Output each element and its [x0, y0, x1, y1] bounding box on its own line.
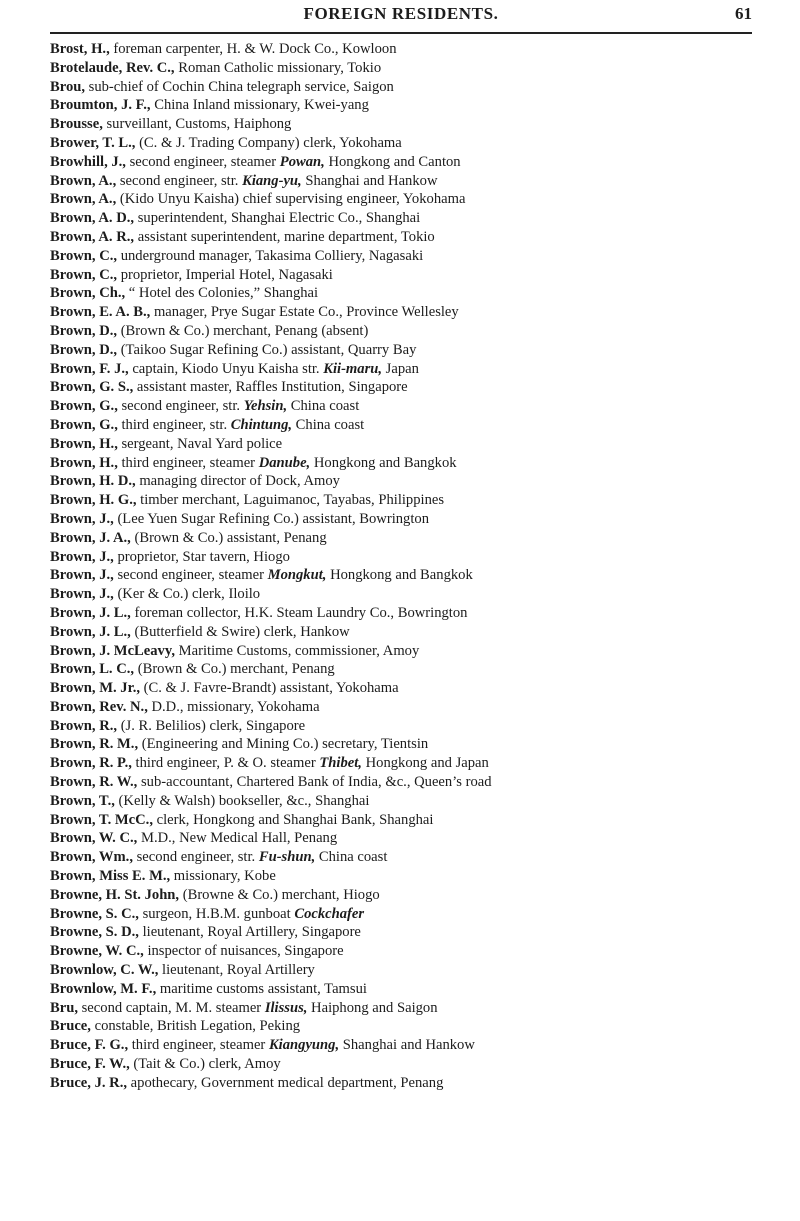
resident-details: superintendent, Shanghai Electric Co., Shanghai	[134, 210, 421, 227]
page-number: 61	[735, 4, 752, 23]
resident-location: China coast	[287, 398, 360, 415]
resident-details: surveillant, Customs, Haiphong	[102, 116, 292, 133]
resident-entry	[50, 773, 756, 792]
resident-entry	[50, 435, 756, 454]
resident-details: third engineer, steamer	[117, 454, 259, 471]
resident-entry	[50, 59, 756, 78]
resident-entry	[50, 454, 756, 473]
header-rule	[50, 32, 752, 34]
resident-name: Brown, A.,	[50, 191, 117, 208]
resident-name: Browhill, J.,	[50, 153, 126, 170]
resident-name: Brown, F. J.,	[50, 360, 129, 377]
resident-entry	[50, 491, 756, 510]
resident-entry	[50, 1036, 756, 1055]
resident-entry	[50, 378, 756, 397]
resident-details: China Inland missionary, Kwei-yang	[150, 97, 369, 114]
resident-location: Hongkong and Bangkok	[310, 454, 457, 471]
resident-name: Brown, Miss E. M.,	[50, 868, 171, 885]
resident-entry	[50, 284, 756, 303]
resident-details: (Engineering and Mining Co.) secretary, Tientsin	[138, 736, 429, 753]
resident-name: Brown, H. G.,	[50, 492, 137, 509]
resident-name: Brown, L. C.,	[50, 661, 135, 678]
vessel-name: Danube,	[258, 454, 311, 471]
resident-name: Brou,	[50, 78, 86, 95]
resident-details: second engineer, steamer	[125, 153, 280, 170]
resident-name: Brown, H.,	[50, 454, 118, 471]
vessel-name: Yehsin,	[243, 398, 288, 415]
resident-name: Brown, D.,	[50, 322, 118, 339]
resident-name: Browne, S. C.,	[50, 905, 139, 922]
resident-details: manager, Prye Sugar Estate Co., Province Wellesley	[150, 304, 459, 321]
resident-location: Shanghai and Hankow	[301, 172, 438, 189]
resident-entry	[50, 942, 756, 961]
resident-entry	[50, 341, 756, 360]
resident-entry	[50, 247, 756, 266]
resident-entry	[50, 923, 756, 942]
resident-name: Brown, D.,	[50, 341, 118, 358]
resident-details: third engineer, str.	[117, 416, 231, 433]
resident-name: Browne, H. St. John,	[50, 886, 180, 903]
resident-name: Brown, R.,	[50, 717, 118, 734]
resident-entry	[50, 623, 756, 642]
resident-details: (C. & J. Trading Company) clerk, Yokohama	[135, 134, 402, 151]
resident-name: Brown, C.,	[50, 247, 118, 264]
resident-details: second engineer, steamer	[113, 567, 268, 584]
resident-entry	[50, 190, 756, 209]
resident-details: (Browne & Co.) merchant, Hiogo	[179, 886, 380, 903]
resident-entry	[50, 754, 756, 773]
resident-details: inspector of nuisances, Singapore	[143, 943, 344, 960]
resident-entry	[50, 1017, 756, 1036]
resident-name: Brown, J. A.,	[50, 529, 131, 546]
resident-name: Brown, A.,	[50, 172, 117, 189]
resident-details: sergeant, Naval Yard police	[117, 435, 283, 452]
page-title: FOREIGN RESIDENTS.	[303, 4, 499, 23]
vessel-name: Kiangyung,	[268, 1037, 340, 1054]
resident-entry	[50, 78, 756, 97]
resident-details: (J. R. Belilios) clerk, Singapore	[117, 717, 306, 734]
resident-entry	[50, 134, 756, 153]
resident-name: Brown, J.,	[50, 548, 114, 565]
resident-details: timber merchant, Laguimanoc, Tayabas, Philippines	[136, 492, 445, 509]
resident-name: Bruce, F. W.,	[50, 1056, 130, 1073]
resident-details: (C. & J. Favre-Brandt) assistant, Yokohama	[140, 680, 399, 697]
resident-location: Shanghai and Hankow	[339, 1037, 475, 1054]
resident-details: third engineer, steamer	[128, 1037, 269, 1054]
resident-name: Brown, A. R.,	[50, 228, 135, 245]
resident-name: Brown, T.,	[50, 792, 115, 809]
resident-details: proprietor, Imperial Hotel, Nagasaki	[117, 266, 333, 283]
resident-entry	[50, 529, 756, 548]
resident-name: Bruce, F. G.,	[50, 1037, 129, 1054]
resident-name: Brown, J.,	[50, 567, 114, 584]
resident-entry	[50, 642, 756, 661]
resident-details: M.D., New Medical Hall, Penang	[137, 830, 338, 847]
vessel-name: Kiang-yu,	[242, 172, 302, 189]
resident-name: Brown, Rev. N.,	[50, 698, 148, 715]
resident-name: Brown, R. W.,	[50, 774, 138, 791]
resident-details: (Taikoo Sugar Refining Co.) assistant, Quarry Bay	[117, 341, 417, 358]
resident-name: Brown, E. A. B.,	[50, 304, 151, 321]
resident-entry	[50, 961, 756, 980]
resident-details: second engineer, str.	[132, 849, 259, 866]
resident-details: constable, British Legation, Peking	[90, 1018, 301, 1035]
resident-entry	[50, 811, 756, 830]
resident-location: Haiphong and Saigon	[307, 999, 438, 1016]
resident-entry	[50, 980, 756, 999]
resident-name: Brown, Wm.,	[50, 849, 133, 866]
resident-entry	[50, 735, 756, 754]
resident-entry	[50, 40, 756, 59]
resident-details: (Kelly & Walsh) bookseller, &c., Shanghai	[114, 792, 370, 809]
resident-name: Brown, J. McLeavy,	[50, 642, 175, 659]
resident-list	[50, 40, 756, 1093]
resident-details: (Lee Yuen Sugar Refining Co.) assistant, Bowrington	[113, 510, 430, 527]
resident-name: Bruce,	[50, 1018, 91, 1035]
resident-name: Brown, R. P.,	[50, 755, 132, 772]
vessel-name: Fu-shun,	[258, 849, 316, 866]
resident-name: Brownlow, M. F.,	[50, 980, 157, 997]
resident-entry	[50, 548, 756, 567]
resident-entry	[50, 604, 756, 623]
resident-details: (Ker & Co.) clerk, Iloilo	[113, 586, 261, 603]
resident-details: second captain, M. M. steamer	[77, 999, 265, 1016]
resident-entry	[50, 905, 756, 924]
resident-entry	[50, 867, 756, 886]
resident-entry	[50, 1055, 756, 1074]
resident-name: Browne, W. C.,	[50, 943, 144, 960]
resident-entry	[50, 360, 756, 379]
resident-details: maritime customs assistant, Tamsui	[156, 980, 367, 997]
resident-entry	[50, 848, 756, 867]
resident-details: lieutenant, Royal Artillery, Singapore	[138, 924, 361, 941]
resident-name: Brown, R. M.,	[50, 736, 139, 753]
vessel-name: Thibet,	[319, 755, 362, 772]
resident-details: clerk, Hongkong and Shanghai Bank, Shanghai	[152, 811, 434, 828]
resident-name: Bru,	[50, 999, 78, 1016]
resident-name: Brown, G. S.,	[50, 379, 134, 396]
resident-location: China coast	[292, 416, 365, 433]
resident-entry	[50, 999, 756, 1018]
resident-details: lieutenant, Royal Artillery	[158, 962, 315, 979]
resident-name: Brown, W. C.,	[50, 830, 138, 847]
resident-details: Roman Catholic missionary, Tokio	[174, 59, 382, 76]
resident-entry	[50, 585, 756, 604]
resident-details: assistant master, Raffles Institution, Singapore	[133, 379, 408, 396]
resident-entry	[50, 660, 756, 679]
resident-details: managing director of Dock, Amoy	[135, 473, 340, 490]
resident-entry	[50, 416, 756, 435]
resident-details: (Brown & Co.) assistant, Penang	[130, 529, 327, 546]
resident-details: (Tait & Co.) clerk, Amoy	[129, 1056, 281, 1073]
vessel-name: Cockchafer	[294, 905, 365, 922]
resident-name: Brown, C.,	[50, 266, 118, 283]
resident-location: China coast	[315, 849, 388, 866]
resident-details: captain, Kiodo Unyu Kaisha str.	[128, 360, 324, 377]
resident-name: Brown, G.,	[50, 416, 118, 433]
resident-entry	[50, 886, 756, 905]
resident-details: proprietor, Star tavern, Hiogo	[113, 548, 290, 565]
resident-name: Brown, J.,	[50, 586, 114, 603]
resident-location: Japan	[382, 360, 419, 377]
resident-name: Brower, T. L.,	[50, 134, 136, 151]
resident-entry	[50, 1074, 756, 1093]
resident-details: D.D., missionary, Yokohama	[147, 698, 320, 715]
resident-entry	[50, 96, 756, 115]
resident-name: Brown, J. L.,	[50, 604, 131, 621]
resident-name: Brownlow, C. W.,	[50, 962, 159, 979]
vessel-name: Mongkut,	[267, 567, 327, 584]
resident-details: missionary, Kobe	[170, 868, 276, 885]
resident-name: Brown, A. D.,	[50, 210, 135, 227]
resident-details: sub-chief of Cochin China telegraph service, Saigon	[85, 78, 394, 95]
resident-details: foreman carpenter, H. & W. Dock Co., Kowloon	[109, 41, 397, 57]
resident-name: Brost, H.,	[50, 41, 110, 57]
resident-entry	[50, 472, 756, 491]
resident-name: Brousse,	[50, 116, 103, 133]
resident-name: Brown, J.,	[50, 510, 114, 527]
resident-details: surgeon, H.B.M. gunboat	[138, 905, 295, 922]
resident-location: Hongkong and Canton	[324, 153, 461, 170]
resident-entry	[50, 172, 756, 191]
vessel-name: Powan,	[279, 153, 325, 170]
vessel-name: Kii-maru,	[323, 360, 383, 377]
resident-name: Browne, S. D.,	[50, 924, 139, 941]
resident-details: sub-accountant, Chartered Bank of India, &c., Queen’s road	[137, 774, 492, 791]
resident-entry	[50, 510, 756, 529]
resident-details: second engineer, str.	[117, 398, 244, 415]
resident-details: second engineer, str.	[116, 172, 243, 189]
resident-location: Hongkong and Japan	[361, 755, 489, 772]
resident-entry	[50, 679, 756, 698]
resident-entry	[50, 228, 756, 247]
resident-details: underground manager, Takasima Colliery, Nagasaki	[117, 247, 424, 264]
resident-name: Brotelaude, Rev. C.,	[50, 59, 175, 76]
resident-entry	[50, 153, 756, 172]
resident-details: assistant superintendent, marine department, Tokio	[134, 228, 435, 245]
resident-details: “ Hotel des Colonies,” Shanghai	[125, 285, 319, 302]
resident-name: Brown, H. D.,	[50, 473, 136, 490]
resident-entry	[50, 322, 756, 341]
resident-location: Hongkong and Bangkok	[326, 567, 473, 584]
resident-name: Brown, T. McC.,	[50, 811, 153, 828]
resident-entry	[50, 792, 756, 811]
resident-details: Maritime Customs, commissioner, Amoy	[175, 642, 420, 659]
resident-details: third engineer, P. & O. steamer	[131, 755, 320, 772]
resident-name: Brown, H.,	[50, 435, 118, 452]
resident-details: (Brown & Co.) merchant, Penang	[134, 661, 335, 678]
resident-name: Brown, J. L.,	[50, 623, 131, 640]
resident-name: Broumton, J. F.,	[50, 97, 151, 114]
resident-entry	[50, 115, 756, 134]
resident-entry	[50, 209, 756, 228]
resident-entry	[50, 829, 756, 848]
resident-entry	[50, 717, 756, 736]
resident-entry	[50, 397, 756, 416]
resident-details: apothecary, Government medical department, Penang	[127, 1074, 444, 1091]
resident-details: (Butterfield & Swire) clerk, Hankow	[130, 623, 350, 640]
resident-details: (Brown & Co.) merchant, Penang (absent)	[117, 322, 369, 339]
page-header	[50, 4, 752, 30]
resident-name: Brown, G.,	[50, 398, 118, 415]
vessel-name: Ilissus,	[264, 999, 308, 1016]
resident-entry	[50, 266, 756, 285]
resident-entry	[50, 303, 756, 322]
resident-name: Brown, Ch.,	[50, 285, 126, 302]
resident-entry	[50, 566, 756, 585]
resident-entry	[50, 698, 756, 717]
resident-details: foreman collector, H.K. Steam Laundry Co., Bowrington	[130, 604, 468, 621]
resident-details: (Kido Unyu Kaisha) chief supervising engineer, Yokohama	[116, 191, 466, 208]
resident-name: Bruce, J. R.,	[50, 1074, 128, 1091]
vessel-name: Chintung,	[230, 416, 293, 433]
resident-name: Brown, M. Jr.,	[50, 680, 140, 697]
